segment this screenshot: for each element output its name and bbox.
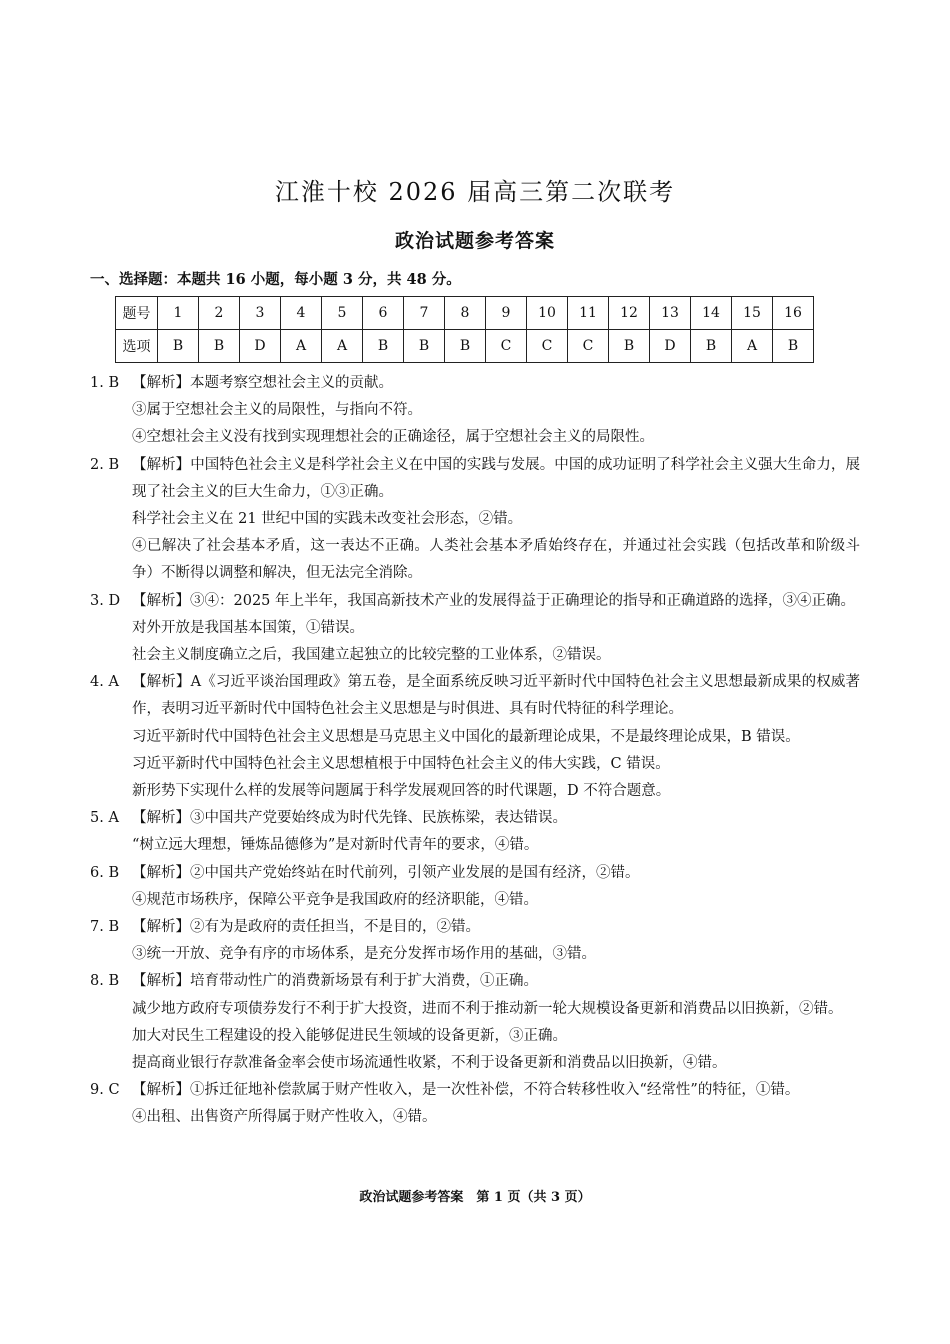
explanation-item — [90, 968, 860, 1077]
question-number-cell: 7 — [404, 297, 445, 330]
explanation-line: 【解析】③④：2025 年上半年，我国高新技术产业的发展得益于正确理论的指导和正确道路的选择，③④正确。 — [132, 592, 856, 609]
explanation-line: 【解析】培育带动性广的消费新场景有利于扩大消费，①正确。 — [132, 973, 538, 990]
explanation-line: “树立远大理想，锤炼品德修为”是对新时代青年的要求，④错。 — [132, 837, 539, 854]
question-number-cell: 6 — [363, 297, 404, 330]
explanation-item — [90, 588, 860, 670]
explanation-line: 习近平新时代中国特色社会主义思想植根于中国特色社会主义的伟大实践，C 错误。 — [132, 755, 670, 772]
row-label-number: 题号 — [116, 297, 158, 330]
answer-cell: A — [732, 330, 773, 363]
explanation-line: 科学社会主义在 21 世纪中国的实践未改变社会形态，②错。 — [132, 511, 523, 528]
answer-cell: D — [650, 330, 691, 363]
explanation-line: 社会主义制度确立之后，我国建立起独立的比较完整的工业体系，②错误。 — [132, 647, 611, 664]
explanation-line: 习近平新时代中国特色社会主义思想是马克思主义中国化的最新理论成果，不是最终理论成果，B 错误。 — [132, 728, 800, 745]
explanation-line: 【解析】②中国共产党始终站在时代前列，引领产业发展的是国有经济，②错。 — [132, 864, 640, 881]
explanation-line: ④规范市场秩序，保障公平竞争是我国政府的经济职能，④错。 — [132, 891, 538, 908]
question-number-cell: 11 — [568, 297, 609, 330]
question-number-cell: 10 — [527, 297, 568, 330]
answer-cell: B — [445, 330, 486, 363]
answer-cell: D — [240, 330, 281, 363]
answer-cell: B — [363, 330, 404, 363]
question-number-cell: 9 — [486, 297, 527, 330]
explanation-line: 【解析】①拆迁征地补偿款属于财产性收入，是一次性补偿，不符合转移性收入“经常性”的特征，①错。 — [132, 1082, 800, 1099]
explanation-item — [90, 805, 860, 859]
explanation-line: 【解析】本题考察空想社会主义的贡献。 — [132, 375, 393, 391]
item-number: 7. B — [90, 919, 120, 936]
item-number: 5. A — [90, 810, 119, 827]
answer-table — [115, 296, 814, 363]
item-number: 1. B — [90, 375, 120, 391]
explanation-line: 【解析】中国特色社会主义是科学社会主义在中国的实践与发展。中国的成功证明了科学社会主义强大生命力，展现了社会主义的巨大生命力，①③正确。 — [132, 456, 860, 500]
question-number-cell: 4 — [281, 297, 322, 330]
question-number-cell: 5 — [322, 297, 363, 330]
explanation-item — [90, 914, 860, 968]
item-number: 9. C — [90, 1082, 120, 1099]
explanation-line: ④空想社会主义没有找到实现理想社会的正确途径，属于空想社会主义的局限性。 — [132, 429, 654, 446]
explanation-line: 【解析】②有为是政府的责任担当，不是目的，②错。 — [132, 919, 480, 936]
answer-cell: A — [281, 330, 322, 363]
question-number-cell: 8 — [445, 297, 486, 330]
explanation-line: 【解析】③中国共产党要始终成为时代先锋、民族栋梁，表达错误。 — [132, 810, 567, 827]
explanation-line: 提高商业银行存款准备金率会使市场流通性收紧，不利于设备更新和消费品以旧换新，④错。 — [132, 1055, 727, 1072]
explanation-line: 新形势下实现什么样的发展等问题属于科学发展观回答的时代课题，D 不符合题意。 — [132, 783, 671, 800]
explanation-line: 对外开放是我国基本国策，①错误。 — [132, 619, 364, 636]
explanation-item — [90, 370, 860, 452]
answer-table-answer-row — [116, 330, 814, 363]
explanation-line: 【解析】A《习近平谈治国理政》第五卷，是全面系统反映习近平新时代中国特色社会主义思想最新成果的权威著作，表明习近平新时代中国特色社会主义思想是与时俱进、具有时代特征的科学理论。 — [132, 674, 860, 718]
answer-table-number-row — [116, 297, 814, 330]
answer-cell: B — [404, 330, 445, 363]
page-footer: 政治试题参考答案 第 1 页（共 3 页） — [359, 1190, 591, 1205]
item-number: 6. B — [90, 864, 120, 881]
item-number: 4. A — [90, 674, 119, 691]
explanation-line: 减少地方政府专项债券发行不利于扩大投资，进而不利于推动新一轮大规模设备更新和消费品以旧换新，②错。 — [132, 1000, 843, 1017]
row-label-answer: 选项 — [116, 330, 158, 363]
question-number-cell: 1 — [158, 297, 199, 330]
explanation-item — [90, 669, 860, 805]
question-number-cell: 13 — [650, 297, 691, 330]
explanation-line: ③统一开放、竞争有序的市场体系，是充分发挥市场作用的基础，③错。 — [132, 946, 596, 963]
answer-cell: C — [486, 330, 527, 363]
section-heading: 一、选择题：本题共 16 小题，每小题 3 分，共 48 分。 — [90, 271, 461, 288]
answer-cell: B — [158, 330, 199, 363]
question-number-cell: 15 — [732, 297, 773, 330]
explanation-line: ③属于空想社会主义的局限性，与指向不符。 — [132, 402, 422, 419]
answer-cell: B — [609, 330, 650, 363]
item-number: 3. D — [90, 592, 121, 609]
answer-cell: C — [568, 330, 609, 363]
document-subtitle: 政治试题参考答案 — [394, 230, 555, 252]
answer-cell: A — [322, 330, 363, 363]
question-number-cell: 16 — [773, 297, 814, 330]
explanation-line: ④已解决了社会基本矛盾，这一表达不正确。人类社会基本矛盾始终存在，并通过社会实践（包括改革和阶级斗争）不断得以调整和解决，但无法完全消除。 — [132, 538, 860, 582]
answer-cell: B — [773, 330, 814, 363]
answer-cell: B — [199, 330, 240, 363]
explanation-item — [90, 452, 860, 588]
explanation-line: ④出租、出售资产所得属于财产性收入，④错。 — [132, 1109, 437, 1126]
document-title: 江淮十校 2026 届高三第二次联考 — [274, 178, 676, 206]
explanation-item — [90, 860, 860, 914]
explanations — [90, 370, 860, 1132]
question-number-cell: 12 — [609, 297, 650, 330]
item-number: 2. B — [90, 456, 120, 473]
explanation-item — [90, 1077, 860, 1131]
question-number-cell: 2 — [199, 297, 240, 330]
answer-cell: B — [691, 330, 732, 363]
answer-cell: C — [527, 330, 568, 363]
question-number-cell: 3 — [240, 297, 281, 330]
explanation-line: 加大对民生工程建设的投入能够促进民生领域的设备更新，③正确。 — [132, 1027, 567, 1044]
question-number-cell: 14 — [691, 297, 732, 330]
item-number: 8. B — [90, 973, 120, 990]
